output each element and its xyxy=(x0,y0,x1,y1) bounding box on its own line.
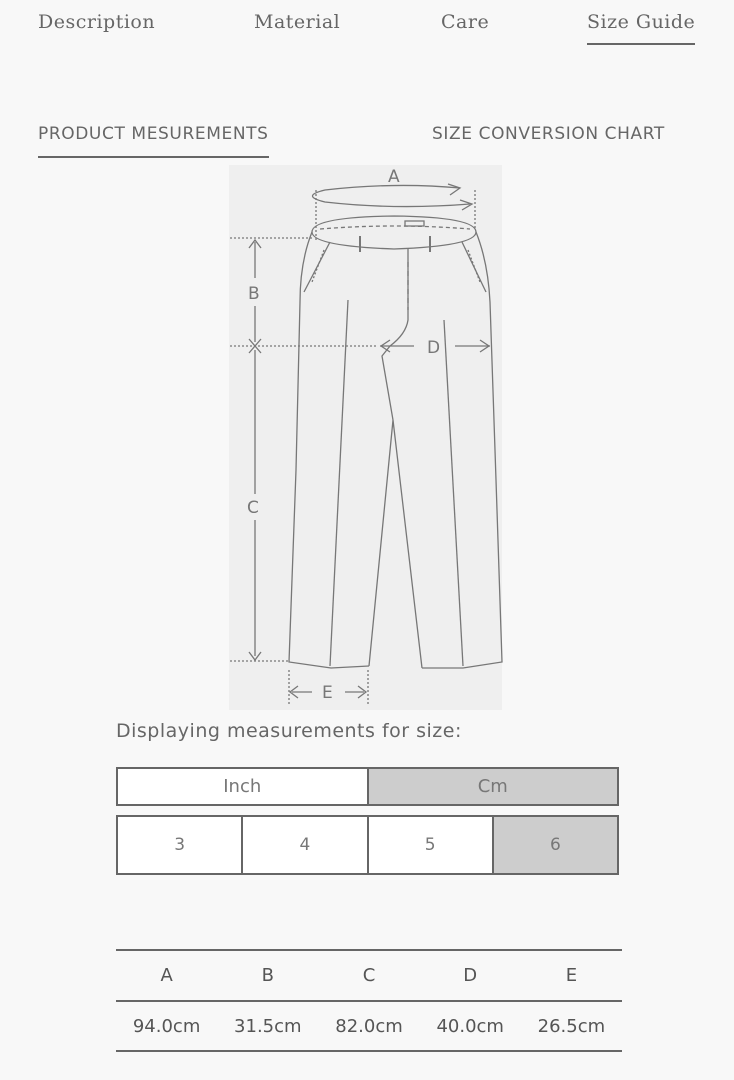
measurement-table xyxy=(116,949,622,1052)
size-selector xyxy=(116,815,619,875)
diagram-label-b: B xyxy=(248,284,260,304)
value-a: 94.0cm xyxy=(132,1015,201,1037)
size-caption: Displaying measurements for size: xyxy=(116,720,462,742)
unit-cm-button[interactable]: Cm xyxy=(367,769,618,804)
unit-selector xyxy=(116,767,619,806)
unit-inch-button[interactable]: Inch xyxy=(118,769,367,804)
measurement-header-row xyxy=(116,949,622,1002)
diagram-label-a: A xyxy=(388,167,400,187)
header-e: E xyxy=(565,965,578,986)
top-tab-bar xyxy=(0,0,734,60)
size-option-3[interactable]: 3 xyxy=(118,817,241,873)
header-b: B xyxy=(261,965,274,986)
tab-description[interactable]: Description xyxy=(38,11,156,33)
trousers-diagram xyxy=(229,165,502,710)
subtab-product-measurements[interactable]: PRODUCT MESUREMENTS xyxy=(38,124,269,158)
diagram-label-e: E xyxy=(322,683,333,703)
size-option-5[interactable]: 5 xyxy=(367,817,492,873)
size-option-6[interactable]: 6 xyxy=(492,817,617,873)
header-c: C xyxy=(362,965,376,986)
header-d: D xyxy=(463,965,478,986)
tab-size-guide[interactable]: Size Guide xyxy=(587,11,695,45)
value-d: 40.0cm xyxy=(436,1015,504,1037)
sub-tab-bar xyxy=(0,120,734,160)
tab-care[interactable]: Care xyxy=(441,11,490,33)
tab-material[interactable]: Material xyxy=(254,11,341,33)
diagram-label-c: C xyxy=(247,498,259,518)
header-a: A xyxy=(160,965,173,986)
value-b: 31.5cm xyxy=(234,1015,302,1037)
value-c: 82.0cm xyxy=(335,1015,403,1037)
subtab-size-conversion-chart[interactable]: SIZE CONVERSION CHART xyxy=(432,124,665,144)
size-option-4[interactable]: 4 xyxy=(241,817,366,873)
value-e: 26.5cm xyxy=(537,1015,606,1037)
diagram-label-d: D xyxy=(427,338,441,358)
measurement-value-row xyxy=(116,1002,622,1052)
